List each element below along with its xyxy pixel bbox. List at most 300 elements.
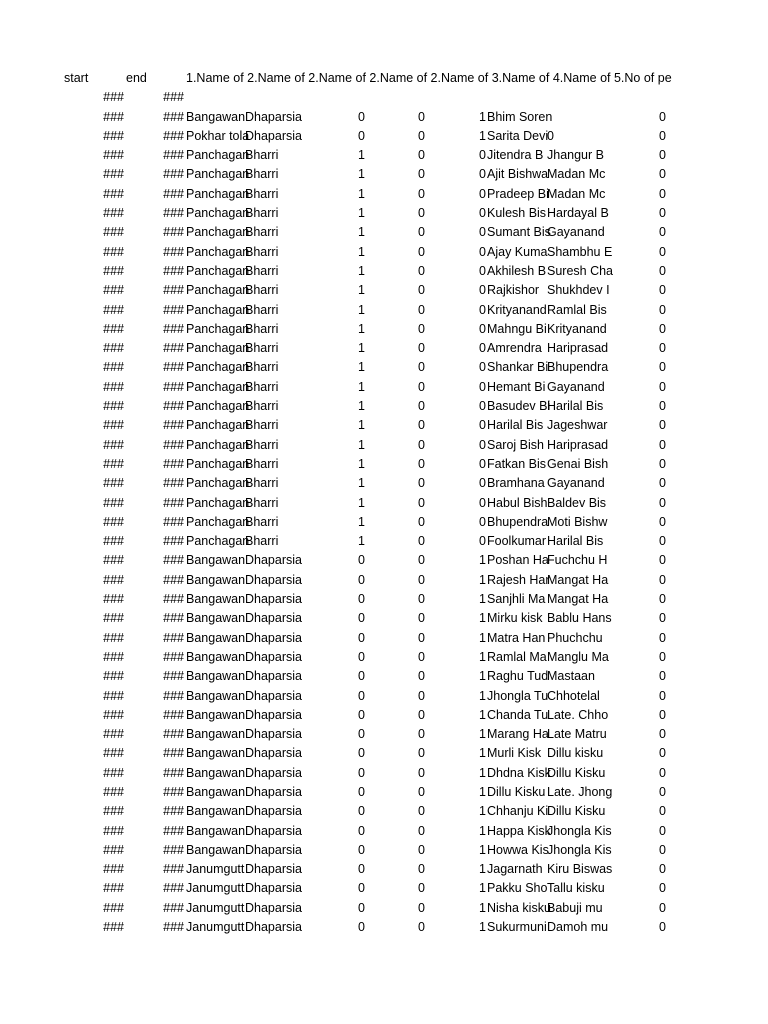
count-cell[interactable]: 0 (659, 379, 666, 394)
end-cell[interactable]: ### (163, 900, 184, 915)
father-name-cell[interactable]: Madan Mc (547, 167, 606, 182)
start-cell[interactable]: ### (103, 534, 124, 549)
name-cell[interactable]: Akhilesh B (487, 263, 547, 278)
start-cell[interactable]: ### (103, 920, 124, 935)
col-a-cell[interactable]: 0 (358, 862, 365, 877)
count-cell[interactable]: 0 (659, 920, 666, 935)
village-cell[interactable]: Bangawan (186, 572, 246, 587)
father-name-cell[interactable]: Late. Chho (547, 707, 609, 722)
col-a-cell[interactable]: 0 (358, 804, 365, 819)
col-b-cell[interactable]: 0 (418, 476, 425, 491)
col-c-cell[interactable]: 0 (479, 148, 486, 163)
count-cell[interactable]: 0 (659, 592, 666, 607)
col-c-cell[interactable]: 1 (479, 707, 486, 722)
count-cell[interactable]: 0 (659, 842, 666, 857)
father-name-cell[interactable]: Kiru Biswas (547, 862, 613, 877)
father-name-cell[interactable]: Mangat Ha (547, 572, 609, 587)
col-a-cell[interactable]: 0 (358, 669, 365, 684)
name-cell[interactable]: Ramlal Ma (487, 649, 547, 664)
start-cell[interactable]: ### (103, 592, 124, 607)
col-a-cell[interactable]: 1 (358, 437, 365, 452)
start-cell[interactable]: ### (103, 881, 124, 896)
name-cell[interactable]: Bramhana (487, 476, 545, 491)
end-cell[interactable]: ### (163, 225, 184, 240)
father-name-cell[interactable]: Chhotelal (547, 688, 600, 703)
end-cell[interactable]: ### (163, 495, 184, 510)
village-cell[interactable]: Bangawan (186, 842, 246, 857)
start-cell[interactable]: ### (103, 456, 124, 471)
col-b-cell[interactable]: 0 (418, 186, 425, 201)
col-c-cell[interactable]: 1 (479, 592, 486, 607)
col-c-cell[interactable]: 0 (479, 302, 486, 317)
col-b-cell[interactable]: 0 (418, 920, 425, 935)
village-cell[interactable]: Panchagan (186, 534, 250, 549)
count-cell[interactable]: 0 (659, 225, 666, 240)
start-cell[interactable]: ### (103, 842, 124, 857)
end-cell[interactable]: ### (163, 321, 184, 336)
col-c-cell[interactable]: 1 (479, 553, 486, 568)
end-cell[interactable]: ### (163, 688, 184, 703)
end-cell[interactable]: ### (163, 823, 184, 838)
panchayat-cell[interactable]: Dhaparsia (245, 862, 302, 877)
col-c-cell[interactable]: 1 (479, 630, 486, 645)
father-name-cell[interactable]: Mangat Ha (547, 592, 609, 607)
father-name-cell[interactable]: Babuji mu (547, 900, 603, 915)
col-c-cell[interactable] (425, 88, 486, 107)
col-c-cell[interactable]: 0 (479, 534, 486, 549)
father-name-cell[interactable]: Fuchchu H (547, 553, 608, 568)
name-cell[interactable]: Krityanand (487, 302, 547, 317)
count-cell[interactable]: 0 (659, 765, 666, 780)
col-b-cell[interactable]: 0 (418, 765, 425, 780)
col-a-cell[interactable]: 0 (358, 920, 365, 935)
count-cell[interactable]: 0 (659, 148, 666, 163)
col-c-cell[interactable]: 1 (479, 572, 486, 587)
father-name-cell[interactable]: Gayanand (547, 476, 605, 491)
count-cell[interactable]: 0 (659, 321, 666, 336)
col-b-cell[interactable]: 0 (418, 842, 425, 857)
end-cell[interactable]: ### (163, 669, 184, 684)
count-cell[interactable]: 0 (659, 128, 666, 143)
panchayat-cell[interactable]: Bharri (245, 437, 279, 452)
village-cell[interactable]: Panchagan (186, 321, 250, 336)
col-a-cell[interactable]: 0 (358, 727, 365, 742)
village-cell[interactable]: Bangawan (186, 669, 246, 684)
father-name-cell[interactable]: Moti Bishw (547, 514, 608, 529)
name-cell[interactable]: Chanda Tu (487, 707, 549, 722)
header-end[interactable]: end (126, 71, 147, 85)
col-b-cell[interactable]: 0 (418, 707, 425, 722)
col-b-cell[interactable]: 0 (418, 244, 425, 259)
end-cell[interactable]: ### (163, 109, 184, 124)
start-cell[interactable]: ### (103, 90, 124, 105)
col-b-cell[interactable]: 0 (418, 746, 425, 761)
count-cell[interactable]: 0 (659, 341, 666, 356)
name-cell[interactable]: Bhupendra (487, 514, 549, 529)
start-cell[interactable]: ### (103, 476, 124, 491)
count-cell[interactable]: 0 (659, 186, 666, 201)
name-cell[interactable]: Sukurmuni (487, 920, 547, 935)
end-cell[interactable]: ### (163, 128, 184, 143)
end-cell[interactable]: ### (163, 534, 184, 549)
col-a-cell[interactable]: 0 (358, 881, 365, 896)
village-cell[interactable]: Panchagan (186, 456, 250, 471)
start-cell[interactable]: ### (103, 862, 124, 877)
village-cell[interactable]: Panchagan (186, 206, 250, 221)
village-cell[interactable]: Bangawan (186, 746, 246, 761)
father-name-cell[interactable]: Dillu kisku (547, 746, 604, 761)
col-a-cell[interactable]: 1 (358, 263, 365, 278)
col-a-cell[interactable]: 0 (358, 900, 365, 915)
start-cell[interactable]: ### (103, 148, 124, 163)
col-b-cell[interactable]: 0 (418, 900, 425, 915)
col-a-cell[interactable]: 0 (358, 592, 365, 607)
col-b-cell[interactable]: 0 (418, 823, 425, 838)
end-cell[interactable]: ### (163, 206, 184, 221)
col-c-cell[interactable]: 1 (479, 669, 486, 684)
panchayat-cell[interactable]: Bharri (245, 321, 279, 336)
father-name-cell[interactable]: Gayanand (547, 225, 605, 240)
panchayat-cell[interactable]: Bharri (245, 514, 279, 529)
start-cell[interactable]: ### (103, 669, 124, 684)
count-cell[interactable]: 0 (659, 862, 666, 877)
col-a-cell[interactable]: 0 (358, 746, 365, 761)
panchayat-cell[interactable]: Bharri (245, 225, 279, 240)
col-a-cell[interactable]: 1 (358, 495, 365, 510)
col-c-cell[interactable]: 1 (479, 862, 486, 877)
start-cell[interactable]: ### (103, 225, 124, 240)
start-cell[interactable]: ### (103, 360, 124, 375)
panchayat-cell[interactable]: Dhaparsia (245, 707, 302, 722)
col-b-cell[interactable]: 0 (418, 534, 425, 549)
father-name-cell[interactable] (547, 108, 607, 127)
count-cell[interactable]: 0 (659, 649, 666, 664)
father-name-cell[interactable]: Manglu Ma (547, 649, 609, 664)
end-cell[interactable]: ### (163, 167, 184, 182)
village-cell[interactable]: Bangawan (186, 823, 246, 838)
village-cell[interactable]: Bangawan (186, 592, 246, 607)
col-b-cell[interactable]: 0 (418, 399, 425, 414)
name-cell[interactable]: Dhdna Kisk (487, 765, 551, 780)
name-cell[interactable]: Foolkumar (487, 534, 547, 549)
col-a-cell[interactable]: 1 (358, 534, 365, 549)
count-cell[interactable]: 0 (659, 283, 666, 298)
start-cell[interactable]: ### (103, 128, 124, 143)
start-cell[interactable]: ### (103, 321, 124, 336)
father-name-cell[interactable]: Hariprasad (547, 341, 609, 356)
end-cell[interactable]: ### (163, 630, 184, 645)
village-cell[interactable]: Panchagan (186, 514, 250, 529)
col-c-cell[interactable]: 1 (479, 900, 486, 915)
end-cell[interactable]: ### (163, 920, 184, 935)
col-b-cell[interactable]: 0 (418, 804, 425, 819)
col-a-cell[interactable]: 0 (358, 572, 365, 587)
col-c-cell[interactable]: 1 (479, 649, 486, 664)
village-cell[interactable]: Bangawan (186, 611, 246, 626)
count-cell[interactable]: 0 (659, 746, 666, 761)
col-a-cell[interactable]: 0 (358, 842, 365, 857)
col-b-cell[interactable]: 0 (418, 379, 425, 394)
father-name-cell[interactable]: Harilal Bis (547, 534, 604, 549)
start-cell[interactable]: ### (103, 765, 124, 780)
count-cell[interactable]: 0 (659, 823, 666, 838)
col-a-cell[interactable]: 0 (358, 765, 365, 780)
count-cell[interactable]: 0 (659, 495, 666, 510)
col-a-cell[interactable]: 1 (358, 476, 365, 491)
name-cell[interactable]: Habul Bish (487, 495, 548, 510)
start-cell[interactable]: ### (103, 341, 124, 356)
col-a-cell[interactable]: 0 (358, 823, 365, 838)
start-cell[interactable]: ### (103, 900, 124, 915)
panchayat-cell[interactable]: Dhaparsia (245, 900, 302, 915)
panchayat-cell[interactable]: Bharri (245, 341, 279, 356)
end-cell[interactable]: ### (163, 418, 184, 433)
col-c-cell[interactable]: 1 (479, 128, 486, 143)
village-cell[interactable]: Bangawan (186, 784, 246, 799)
end-cell[interactable]: ### (163, 707, 184, 722)
col-b-cell[interactable]: 0 (418, 283, 425, 298)
count-cell[interactable]: 0 (659, 476, 666, 491)
start-cell[interactable]: ### (103, 495, 124, 510)
father-name-cell[interactable]: Jageshwar (547, 418, 608, 433)
village-cell[interactable]: Panchagan (186, 263, 250, 278)
col-b-cell[interactable]: 0 (418, 592, 425, 607)
father-name-cell[interactable]: Hariprasad (547, 437, 609, 452)
start-cell[interactable]: ### (103, 263, 124, 278)
village-cell[interactable]: Bangawan (186, 630, 246, 645)
village-cell[interactable]: Panchagan (186, 244, 250, 259)
father-name-cell[interactable]: Suresh Cha (547, 263, 614, 278)
father-name-cell[interactable]: Phuchchu (547, 630, 603, 645)
end-cell[interactable]: ### (163, 456, 184, 471)
count-cell[interactable]: 0 (659, 727, 666, 742)
village-cell[interactable]: Bangawan (186, 765, 246, 780)
count-cell[interactable]: 0 (659, 572, 666, 587)
father-name-cell[interactable]: Shukhdev I (547, 283, 610, 298)
col-a-cell[interactable]: 1 (358, 225, 365, 240)
panchayat-cell[interactable]: Bharri (245, 379, 279, 394)
col-b-cell[interactable]: 0 (418, 611, 425, 626)
header-start[interactable]: start (64, 71, 89, 85)
father-name-cell[interactable]: Dillu Kisku (547, 804, 606, 819)
village-cell[interactable]: Panchagan (186, 186, 250, 201)
end-cell[interactable]: ### (163, 186, 184, 201)
count-cell[interactable]: 0 (659, 456, 666, 471)
father-name-cell[interactable]: Bhupendra (547, 360, 609, 375)
village-cell[interactable]: Panchagan (186, 437, 250, 452)
panchayat-cell[interactable]: Dhaparsia (245, 746, 302, 761)
father-name-cell[interactable]: Harilal Bis (547, 399, 604, 414)
name-cell[interactable]: Howwa Kis (487, 842, 549, 857)
village-cell[interactable]: Panchagan (186, 148, 250, 163)
col-c-cell[interactable]: 1 (479, 842, 486, 857)
panchayat-cell[interactable]: Bharri (245, 456, 279, 471)
name-cell[interactable]: Harilal Bis (487, 418, 544, 433)
col-c-cell[interactable]: 1 (479, 688, 486, 703)
col-c-cell[interactable]: 1 (479, 804, 486, 819)
start-cell[interactable]: ### (103, 302, 124, 317)
name-cell[interactable]: Shankar Bi (487, 360, 549, 375)
village-cell[interactable]: Panchagan (186, 379, 250, 394)
count-cell[interactable]: 0 (659, 514, 666, 529)
count-cell[interactable]: 0 (659, 553, 666, 568)
end-cell[interactable]: ### (163, 727, 184, 742)
count-cell[interactable]: 0 (659, 206, 666, 221)
col-c-cell[interactable]: 0 (479, 495, 486, 510)
village-cell[interactable]: Panchagan (186, 225, 250, 240)
name-cell[interactable]: Raghu Tud (487, 669, 549, 684)
village-cell[interactable]: Panchagan (186, 302, 250, 317)
start-cell[interactable]: ### (103, 804, 124, 819)
end-cell[interactable]: ### (163, 572, 184, 587)
father-name-cell[interactable]: Damoh mu (547, 920, 609, 935)
start-cell[interactable]: ### (103, 514, 124, 529)
count-cell[interactable]: 0 (659, 688, 666, 703)
col-c-cell[interactable]: 1 (479, 765, 486, 780)
col-c-cell[interactable]: 1 (479, 784, 486, 799)
panchayat-cell[interactable]: Bharri (245, 399, 279, 414)
start-cell[interactable]: ### (103, 379, 124, 394)
col-a-cell[interactable]: 0 (358, 128, 365, 143)
start-cell[interactable]: ### (103, 727, 124, 742)
panchayat-cell[interactable]: Dhaparsia (245, 920, 302, 935)
panchayat-cell[interactable]: Dhaparsia (245, 128, 302, 143)
panchayat-cell[interactable]: Bharri (245, 495, 279, 510)
col-b-cell[interactable] (365, 88, 425, 107)
panchayat-cell[interactable]: Dhaparsia (245, 688, 302, 703)
panchayat-cell[interactable]: Bharri (245, 206, 279, 221)
father-name-cell[interactable]: Tallu kisku (547, 881, 605, 896)
village-cell[interactable]: Panchagan (186, 283, 250, 298)
name-cell[interactable]: Nisha kisku (487, 900, 551, 915)
end-cell[interactable]: ### (163, 341, 184, 356)
col-b-cell[interactable]: 0 (418, 495, 425, 510)
col-c-cell[interactable]: 0 (479, 514, 486, 529)
col-c-cell[interactable]: 0 (479, 283, 486, 298)
col-c-cell[interactable]: 1 (479, 611, 486, 626)
col-c-cell[interactable]: 0 (479, 321, 486, 336)
start-cell[interactable]: ### (103, 572, 124, 587)
village-cell[interactable]: Panchagan (186, 360, 250, 375)
count-cell[interactable] (607, 88, 666, 107)
name-cell[interactable]: Poshan Ha (487, 553, 549, 568)
count-cell[interactable]: 0 (659, 109, 666, 124)
col-a-cell[interactable]: 1 (358, 341, 365, 356)
father-name-cell[interactable]: Bablu Hans (547, 611, 612, 626)
village-cell[interactable]: Janumgutt (186, 900, 245, 915)
start-cell[interactable]: ### (103, 418, 124, 433)
father-name-cell[interactable]: Madan Mc (547, 186, 606, 201)
father-name-cell[interactable] (547, 88, 607, 107)
name-cell[interactable]: Matra Han (487, 630, 546, 645)
header-columns[interactable]: 1.Name of 2.Name of 2.Name of 2.Name of 2.Name of 3.Name of 4.Name of 5.No of pe (186, 71, 672, 85)
village-cell[interactable]: Bangawan (186, 649, 246, 664)
col-a-cell[interactable]: 0 (358, 109, 365, 124)
village-cell[interactable]: Janumgutt (186, 920, 245, 935)
col-b-cell[interactable]: 0 (418, 862, 425, 877)
end-cell[interactable]: ### (163, 784, 184, 799)
father-name-cell[interactable]: Gayanand (547, 379, 605, 394)
village-cell[interactable]: Panchagan (186, 495, 250, 510)
name-cell[interactable]: Ajay Kuma (487, 244, 548, 259)
father-name-cell[interactable]: Jhongla Kis (547, 823, 612, 838)
col-c-cell[interactable]: 0 (479, 418, 486, 433)
col-a-cell[interactable]: 1 (358, 399, 365, 414)
village-cell[interactable]: Pokhar tola (186, 128, 250, 143)
start-cell[interactable]: ### (103, 206, 124, 221)
start-cell[interactable]: ### (103, 784, 124, 799)
count-cell[interactable]: 0 (659, 360, 666, 375)
village-cell[interactable]: Bangawan (186, 727, 246, 742)
father-name-cell[interactable]: Ramlal Bis (547, 302, 607, 317)
col-b-cell[interactable]: 0 (418, 669, 425, 684)
col-b-cell[interactable]: 0 (418, 302, 425, 317)
count-cell[interactable]: 0 (659, 784, 666, 799)
col-a-cell[interactable] (303, 88, 365, 107)
start-cell[interactable]: ### (103, 707, 124, 722)
count-cell[interactable]: 0 (659, 707, 666, 722)
col-a-cell[interactable]: 1 (358, 244, 365, 259)
end-cell[interactable]: ### (163, 476, 184, 491)
count-cell[interactable]: 0 (659, 399, 666, 414)
col-b-cell[interactable]: 0 (418, 148, 425, 163)
panchayat-cell[interactable]: Dhaparsia (245, 804, 302, 819)
col-a-cell[interactable]: 1 (358, 456, 365, 471)
village-cell[interactable]: Panchagan (186, 399, 250, 414)
col-c-cell[interactable]: 0 (479, 360, 486, 375)
col-a-cell[interactable]: 1 (358, 186, 365, 201)
panchayat-cell[interactable]: Bharri (245, 263, 279, 278)
col-a-cell[interactable]: 1 (358, 321, 365, 336)
col-a-cell[interactable]: 1 (358, 206, 365, 221)
father-name-cell[interactable]: 0 (547, 128, 554, 143)
col-c-cell[interactable]: 0 (479, 379, 486, 394)
village-cell[interactable]: Bangawan (186, 109, 246, 124)
name-cell[interactable]: Happa Kisk (487, 823, 551, 838)
col-a-cell[interactable]: 1 (358, 418, 365, 433)
start-cell[interactable]: ### (103, 630, 124, 645)
start-cell[interactable]: ### (103, 611, 124, 626)
end-cell[interactable]: ### (163, 379, 184, 394)
name-cell[interactable]: Fatkan Bis (487, 456, 547, 471)
father-name-cell[interactable]: Mastaan (547, 669, 595, 684)
col-c-cell[interactable]: 0 (479, 263, 486, 278)
count-cell[interactable]: 0 (659, 534, 666, 549)
count-cell[interactable]: 0 (659, 900, 666, 915)
col-c-cell[interactable]: 0 (479, 399, 486, 414)
count-cell[interactable]: 0 (659, 611, 666, 626)
end-cell[interactable]: ### (163, 592, 184, 607)
count-cell[interactable]: 0 (659, 418, 666, 433)
end-cell[interactable]: ### (163, 90, 184, 105)
end-cell[interactable]: ### (163, 765, 184, 780)
panchayat-cell[interactable]: Dhaparsia (245, 611, 302, 626)
col-b-cell[interactable]: 0 (418, 128, 425, 143)
col-a-cell[interactable]: 0 (358, 553, 365, 568)
panchayat-cell[interactable]: Bharri (245, 148, 279, 163)
father-name-cell[interactable]: Jhangur B (547, 148, 604, 163)
col-a-cell[interactable]: 0 (358, 611, 365, 626)
name-cell[interactable] (487, 88, 545, 107)
col-b-cell[interactable]: 0 (418, 341, 425, 356)
end-cell[interactable]: ### (163, 399, 184, 414)
end-cell[interactable]: ### (163, 553, 184, 568)
father-name-cell[interactable]: Dillu Kisku (547, 765, 606, 780)
name-cell[interactable]: Jhongla Tu (487, 688, 549, 703)
end-cell[interactable]: ### (163, 842, 184, 857)
panchayat-cell[interactable]: Dhaparsia (245, 592, 302, 607)
name-cell[interactable]: Pakku Sho (487, 881, 548, 896)
